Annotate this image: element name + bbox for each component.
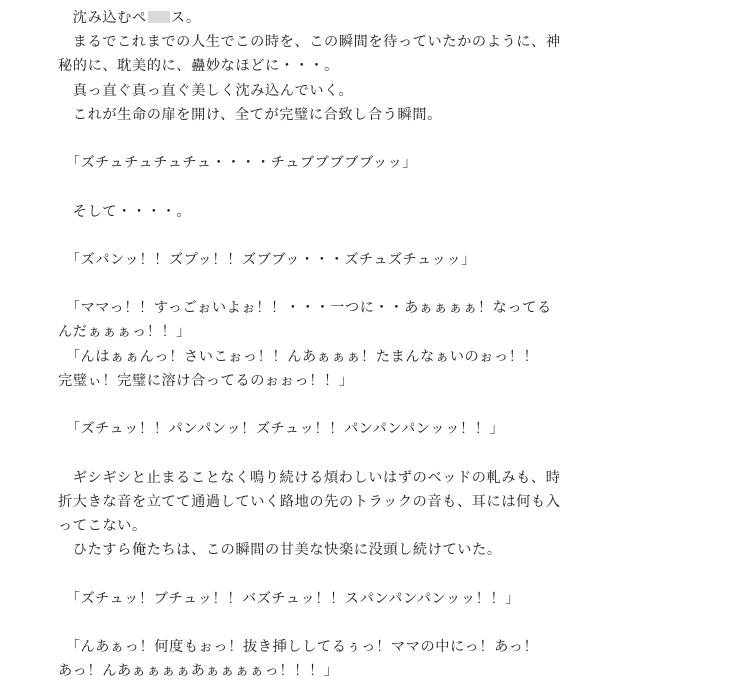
blank-line (58, 175, 598, 199)
novel-text (58, 6, 598, 683)
text-line (58, 6, 598, 30)
text-line: ってこない。 (58, 517, 147, 534)
text-line: そして・・・・。 (58, 203, 192, 220)
dialogue-line: 「ズチュッ！ブチュッ！！バズチュッ！！スパンパンパンッッ！！」 (58, 590, 520, 607)
dialogue-line: んだぁぁぁっ！！」 (58, 324, 192, 341)
text-line: 秘的に、耽美的に、蠱妙なほどに・・・。 (58, 58, 339, 75)
blank-line (58, 611, 598, 635)
blank-line (58, 224, 598, 248)
blank-line (58, 272, 598, 296)
dialogue-line: 完璧ぃ！完璧に溶け合ってるのぉぉっ！！」 (58, 372, 354, 389)
text-fragment: ス。 (170, 10, 201, 26)
blank-line (58, 562, 598, 586)
text-line: 折大きな音を立てて通過していく路地の先のトラックの音も、耳には何も入 (58, 493, 561, 510)
text-line: まるでこれまでの人生でこの時を、この瞬間を待っていたかのように、神 (58, 34, 561, 51)
censor-block (148, 11, 170, 23)
dialogue-line: 「ママっ！！すっごぉいよぉ！！・・・一つに・・あぁぁぁぁ！なってる (58, 300, 552, 317)
text-fragment: 沈み込むぺ (58, 10, 147, 26)
dialogue-line: 「ズパンッ！！ズプッ！！ズブブッ・・・ズチュズチュッッ」 (58, 251, 477, 268)
dialogue-line: あっ！んあぁぁぁぁあぁぁぁぁっ！！！」 (58, 663, 339, 680)
text-line: これが生命の扉を開け、全てが完璧に合致し合う瞬間。 (58, 106, 442, 123)
dialogue-line: 「んはぁぁんっ！さいこぉっ！！んあぁぁぁ！たまんなぁいのぉっ！！ (58, 348, 539, 365)
dialogue-line: 「ズチュッ！！パンパンッ！ズチュッ！！パンパンパンッッ！！」 (58, 421, 505, 438)
text-line: ひたすら俺たちは、この瞬間の甘美な快楽に没頭し続けていた。 (58, 542, 502, 559)
dialogue-line: 「ズチュチュチュチュ・・・・チュブブブブブッッ」 (58, 155, 418, 172)
blank-line (58, 393, 598, 417)
text-line: ギシギシと止まることなく鳴り続ける煩わしいはずのベッドの軋みも、時 (58, 469, 561, 486)
blank-line (58, 441, 598, 465)
blank-line (58, 127, 598, 151)
dialogue-line: 「んあぁっ！何度もぉっ！抜き挿ししてるぅっ！ママの中にっ！あっ！ (58, 638, 539, 655)
text-line: 真っ直ぐ真っ直ぐ美しく沈み込んでいく。 (58, 82, 354, 99)
